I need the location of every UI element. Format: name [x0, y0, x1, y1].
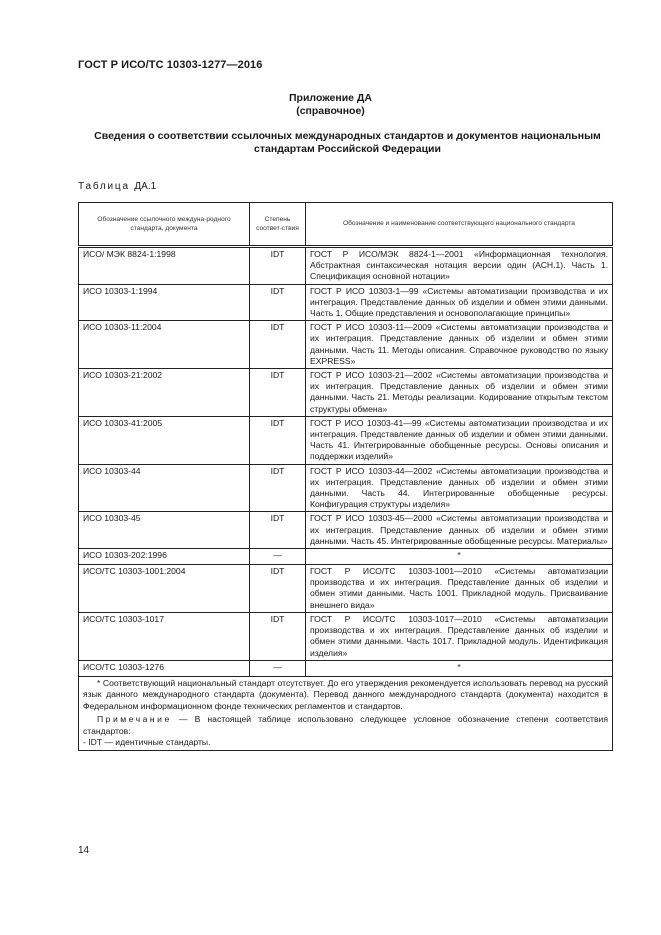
table-row — [79, 416, 613, 464]
degree-cell: IDT — [250, 612, 306, 660]
ref-cell: ИСО 10303-11:2004 — [79, 321, 250, 369]
table-row — [79, 512, 613, 549]
national-cell: ГОСТ Р ИСО 10303-1—99 «Системы автоматизации производства и их интеграция. Представление данных об изделии и обмен этими данными. Часть 1. Общие представления и основополагающие принципы» — [306, 284, 613, 321]
ref-cell: ИСО 10303-202:1996 — [79, 549, 250, 565]
table-row — [79, 612, 613, 660]
ref-cell: ИСО/ТС 10303-1276 — [79, 660, 250, 676]
degree-cell: IDT — [250, 284, 306, 321]
ref-cell: ИСО 10303-41:2005 — [79, 416, 250, 464]
table-row — [79, 464, 613, 512]
header-national-standard: Обозначение и наименование соответствующего национального стандарта — [306, 203, 613, 247]
table-row — [79, 660, 613, 676]
degree-cell: IDT — [250, 321, 306, 369]
table-row — [79, 247, 613, 285]
ref-cell: ИСО 10303-21:2002 — [79, 369, 250, 417]
note-text: — В настоящей таблице использовано следующее условное обозначение степени соответствия стандартов: — [83, 714, 609, 736]
national-cell: ГОСТ Р ИСО/ТС 10303-1017—2010 «Системы автоматизации производства и их интеграция. Представление данных об изделии и обмен этими данными. Часть 1017. Прикладной модуль. Идентификация изделия» — [306, 612, 613, 660]
table-row — [79, 549, 613, 565]
correspondence-table — [78, 202, 613, 751]
national-cell: * — [306, 549, 613, 565]
ref-cell: ИСО/ТС 10303-1001:2004 — [79, 565, 250, 613]
footnote-text: * Соответствующий национальный стандарт отсутствует. До его утверждения рекомендуется использовать перевод на русский язык данного международного стандарта (документа). Перевод данного международного стандарта (документа) находится в Федеральном информационном фонде технических регламентов и стандартов. — [83, 677, 608, 711]
table-row — [79, 369, 613, 417]
degree-cell: IDT — [250, 464, 306, 512]
appendix-subtitle: (справочное) — [296, 105, 365, 117]
degree-cell: IDT — [250, 565, 306, 613]
legend-item: - IDT — идентичные стандарты. — [83, 737, 211, 748]
table-caption-number: ДА.1 — [134, 181, 157, 192]
note-label: Примечание — [97, 714, 172, 725]
degree-cell: — — [250, 660, 306, 676]
header-degree: Степень соответ-ствия — [250, 203, 306, 247]
table-footnote-cell — [79, 676, 613, 750]
degree-cell: IDT — [250, 512, 306, 549]
table-row — [79, 284, 613, 321]
degree-cell: IDT — [250, 416, 306, 464]
table-row — [79, 565, 613, 613]
degree-cell: IDT — [250, 369, 306, 417]
table-caption — [78, 181, 156, 192]
national-cell: ГОСТ Р ИСО 10303-41—99 «Системы автоматизации производства и их интеграция. Представление данных об изделии и обмен этими данными. Часть 41. Интегрированные обобщенные ресурсы. Основы описания и поддержки изделий» — [306, 416, 613, 464]
national-cell: ГОСТ Р ИСО/ТС 10303-1001—2010 «Системы автоматизации производства и их интеграция. Представление данных об изделии и обмен этими данными. Часть 1001. Прикладной модуль. Присваивание внешнего вида» — [306, 565, 613, 613]
national-cell: ГОСТ Р ИСО 10303-45—2000 «Системы автоматизации производства и их интеграция. Представление данных об изделии и обмен этими данными. Часть 45. Интегрированные обобщенные ресурсы. Материалы» — [306, 512, 613, 549]
ref-cell: ИСО 10303-1:1994 — [79, 284, 250, 321]
table-footnote-row — [79, 676, 613, 750]
ref-cell: ИСО/ТС 10303-1017 — [79, 612, 250, 660]
national-cell: ГОСТ Р ИСО 10303-21—2002 «Системы автоматизации производства и их интеграция. Представление данных об изделии и обмен этими данными. Часть 21. Методы реализации. Кодирование открытым текстом структуры обмена» — [306, 369, 613, 417]
appendix-heading — [0, 92, 661, 118]
note-paragraph — [83, 714, 608, 737]
page-number: 14 — [78, 845, 90, 856]
section-title: Сведения о соответствии ссылочных международных стандартов и документов национальным стандартам Российской Федерации — [94, 130, 601, 155]
degree-cell: IDT — [250, 247, 306, 285]
national-cell: ГОСТ Р ИСО 10303-11—2009 «Системы автоматизации производства и их интеграция. Представление данных об изделии и обмен этими данными. Часть 11. Методы описания. Справочное руководство по языку EXPRESS» — [306, 321, 613, 369]
degree-cell: — — [250, 549, 306, 565]
ref-cell: ИСО/ МЭК 8824-1:1998 — [79, 247, 250, 285]
national-cell: * — [306, 660, 613, 676]
header-international-ref: Обозначение ссылочного междуна-родного стандарта, документа — [79, 203, 250, 247]
table-row — [79, 321, 613, 369]
document-header: ГОСТ Р ИСО/ТС 10303-1277—2016 — [78, 59, 263, 71]
table-header-row — [79, 203, 613, 247]
ref-cell: ИСО 10303-45 — [79, 512, 250, 549]
appendix-title: Приложение ДА — [289, 92, 372, 104]
table-caption-label: Таблица — [78, 181, 130, 192]
ref-cell: ИСО 10303-44 — [79, 464, 250, 512]
national-cell: ГОСТ Р ИСО/МЭК 8824-1—2001 «Информационная технология. Абстрактная синтаксическая нотация версии один (АСН.1). Часть 1. Спецификация основной нотации» — [306, 247, 613, 285]
national-cell: ГОСТ Р ИСО 10303-44—2002 «Системы автоматизации производства и их интеграция. Представление данных об изделии и обмен этими данными. Часть 44. Интегрированные обобщенные ресурсы. Конфигурация структуры изделия» — [306, 464, 613, 512]
